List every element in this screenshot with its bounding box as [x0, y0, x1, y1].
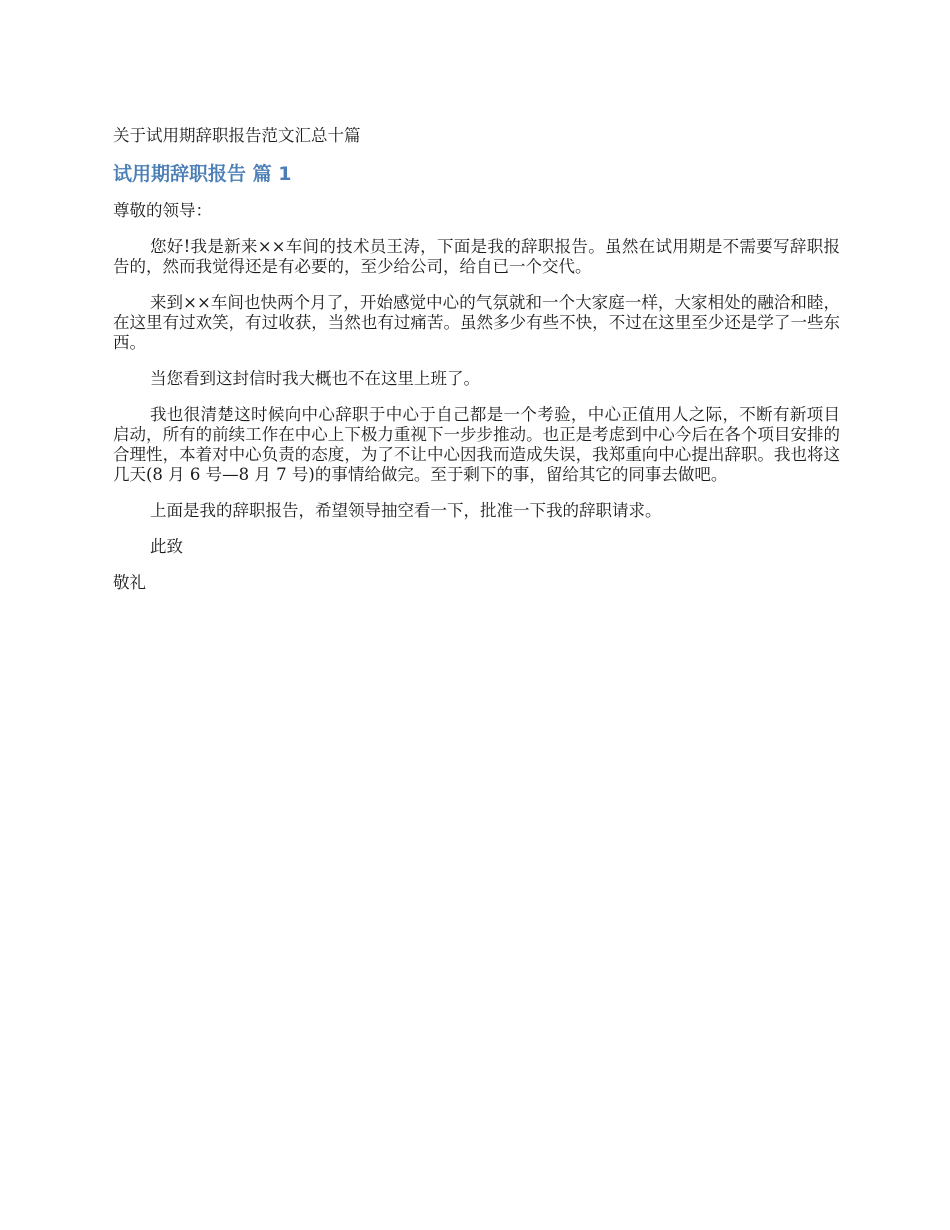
- paragraph-experience: 来到××车间也快两个月了，开始感觉中心的气氛就和一个大家庭一样，大家相处的融洽和睦，在这里有过欢笑，有过收获，当然也有过痛苦。虽然多少有些不快，不过在这里至少还是学了一些东西。: [113, 293, 840, 352]
- section-heading: 试用期辞职报告 篇 1: [113, 163, 292, 185]
- paragraph-reason: 我也很清楚这时候向中心辞职于中心于自己都是一个考验，中心正值用人之际，不断有新项目启动，所有的前续工作在中心上下极力重视下一步步推动。也正是考虑到中心今后在各个项目安排的合理性，本着对中心负责的态度，为了不让中心因我而造成失误，我郑重向中心提出辞职。我也将这几天(8 月 6 号—8 月 7 号)的事情给做完。至于剩下的事，留给其它的同事去做吧。: [113, 405, 840, 484]
- paragraph-notice: 当您看到这封信时我大概也不在这里上班了。: [150, 369, 480, 388]
- salutation: 尊敬的领导：: [113, 201, 212, 220]
- closing: 敬礼: [113, 573, 146, 592]
- paragraph-regards: 此致: [150, 537, 183, 556]
- document-title: 关于试用期辞职报告范文汇总十篇: [113, 126, 361, 145]
- paragraph-greeting: 您好!我是新来××车间的技术员王涛，下面是我的辞职报告。虽然在试用期是不需要写辞职报告的，然而我觉得还是有必要的，至少给公司，给自已一个交代。: [113, 237, 840, 276]
- paragraph-request: 上面是我的辞职报告，希望领导抽空看一下，批准一下我的辞职请求。: [150, 501, 662, 520]
- document-body: [113, 126, 840, 609]
